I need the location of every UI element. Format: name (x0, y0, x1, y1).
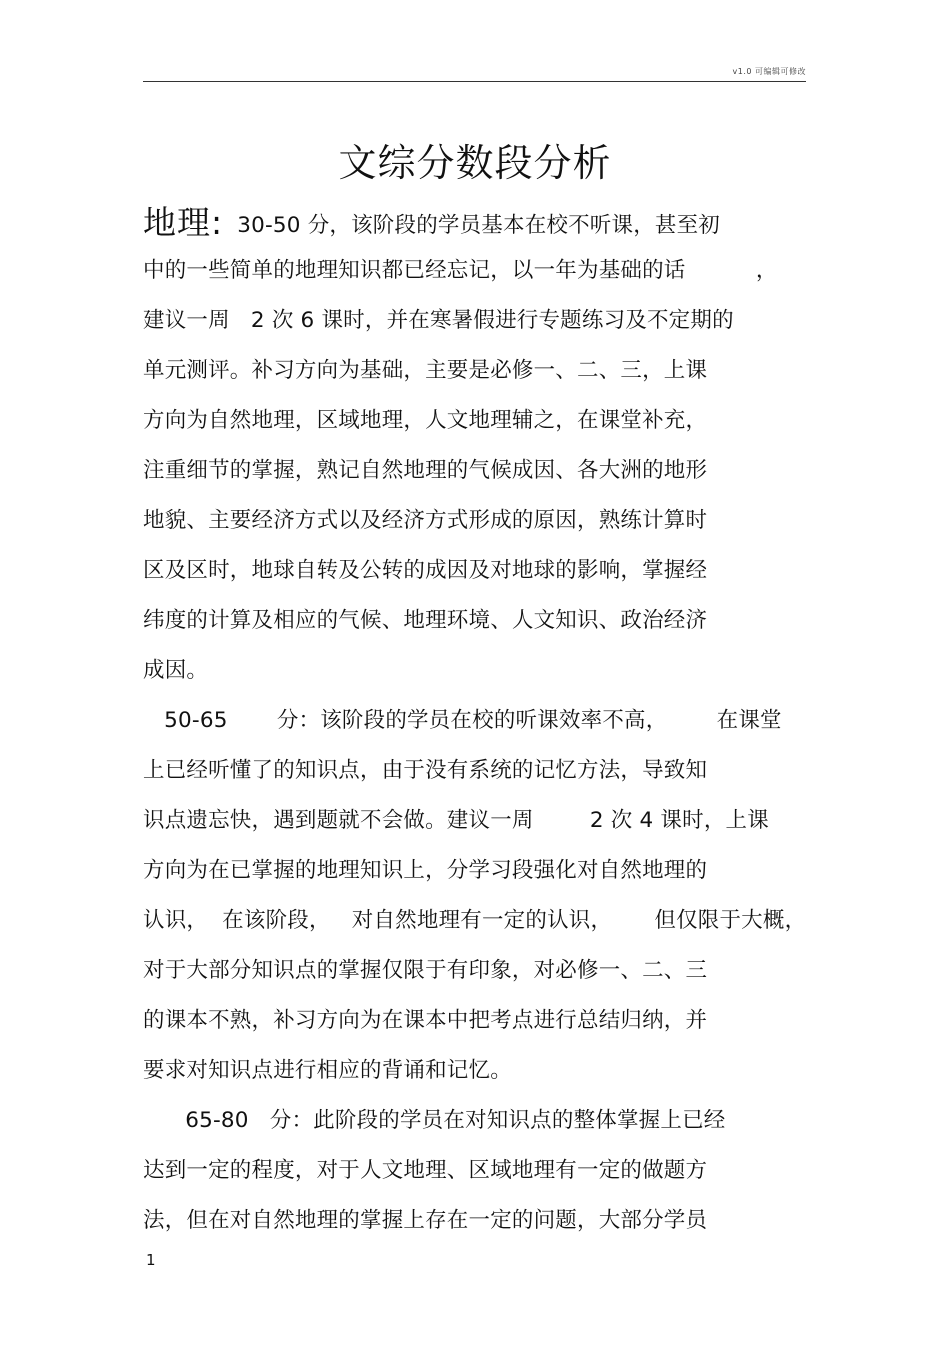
body-line-text: 30-50 分，该阶段的学员基本在校不听课，甚至初 (223, 213, 721, 238)
body-line: 纬度的计算及相应的气候、地理环境、人文知识、政治经济 (143, 608, 708, 633)
body-line: 达到一定的程度，对于人文地理、区域地理有一定的做题方 (143, 1158, 708, 1183)
body-line: 认识， 在该阶段， 对自然地理有一定的认识， 但仅限于大概， (143, 908, 807, 933)
document-title: 文综分数段分析 (338, 141, 612, 185)
body-line: 建议一周 2 次 6 课时，并在寒暑假进行专题练习及不定期的 (143, 308, 734, 333)
body-line: 方向为在已掌握的地理知识上，分学习段强化对自然地理的 (143, 858, 708, 883)
body-line: 的课本不熟，补习方向为在课本中把考点进行总结归纳，并 (143, 1008, 708, 1033)
body-line: 中的一些简单的地理知识都已经忘记，以一年为基础的话 ， (143, 258, 778, 283)
section-heading: 地理: (143, 203, 224, 242)
header-rule (143, 81, 806, 82)
body-line: 成因。 (143, 658, 209, 683)
body-line: 区及区时，地球自转及公转的成因及对地球的影响，掌握经 (143, 558, 708, 583)
body-line: 注重细节的掌握，熟记自然地理的气候成因、各大洲的地形 (143, 458, 708, 483)
body-line: 方向为自然地理，区域地理，人文地理辅之，在课堂补充， (143, 408, 708, 433)
body-line: 识点遗忘快，遇到题就不会做。建议一周 2 次 4 课时，上课 (143, 808, 769, 833)
document-body (143, 198, 813, 1246)
body-line: 地貌、主要经济方式以及经济方式形成的原因，熟练计算时 (143, 508, 708, 533)
body-line: 要求对知识点进行相应的背诵和记忆。 (143, 1058, 512, 1083)
body-line: 法，但在对自然地理的掌握上存在一定的问题，大部分学员 (143, 1208, 708, 1233)
body-line: 上已经听懂了的知识点，由于没有系统的记忆方法，导致知 (143, 758, 708, 783)
body-line: 对于大部分知识点的掌握仅限于有印象，对必修一、二、三 (143, 958, 708, 983)
body-line (143, 198, 813, 246)
body-line: 65-80 分：此阶段的学员在对知识点的整体掌握上已经 (143, 1108, 726, 1133)
body-line: 50-65 分：该阶段的学员在校的听课效率不高， 在课堂 (143, 708, 782, 733)
body-line: 单元测评。补习方向为基础，主要是必修一、二、三，上课 (143, 358, 708, 383)
header-note: v1.0 可编辑可修改 (732, 67, 806, 76)
page-number: 1 (146, 1251, 156, 1269)
